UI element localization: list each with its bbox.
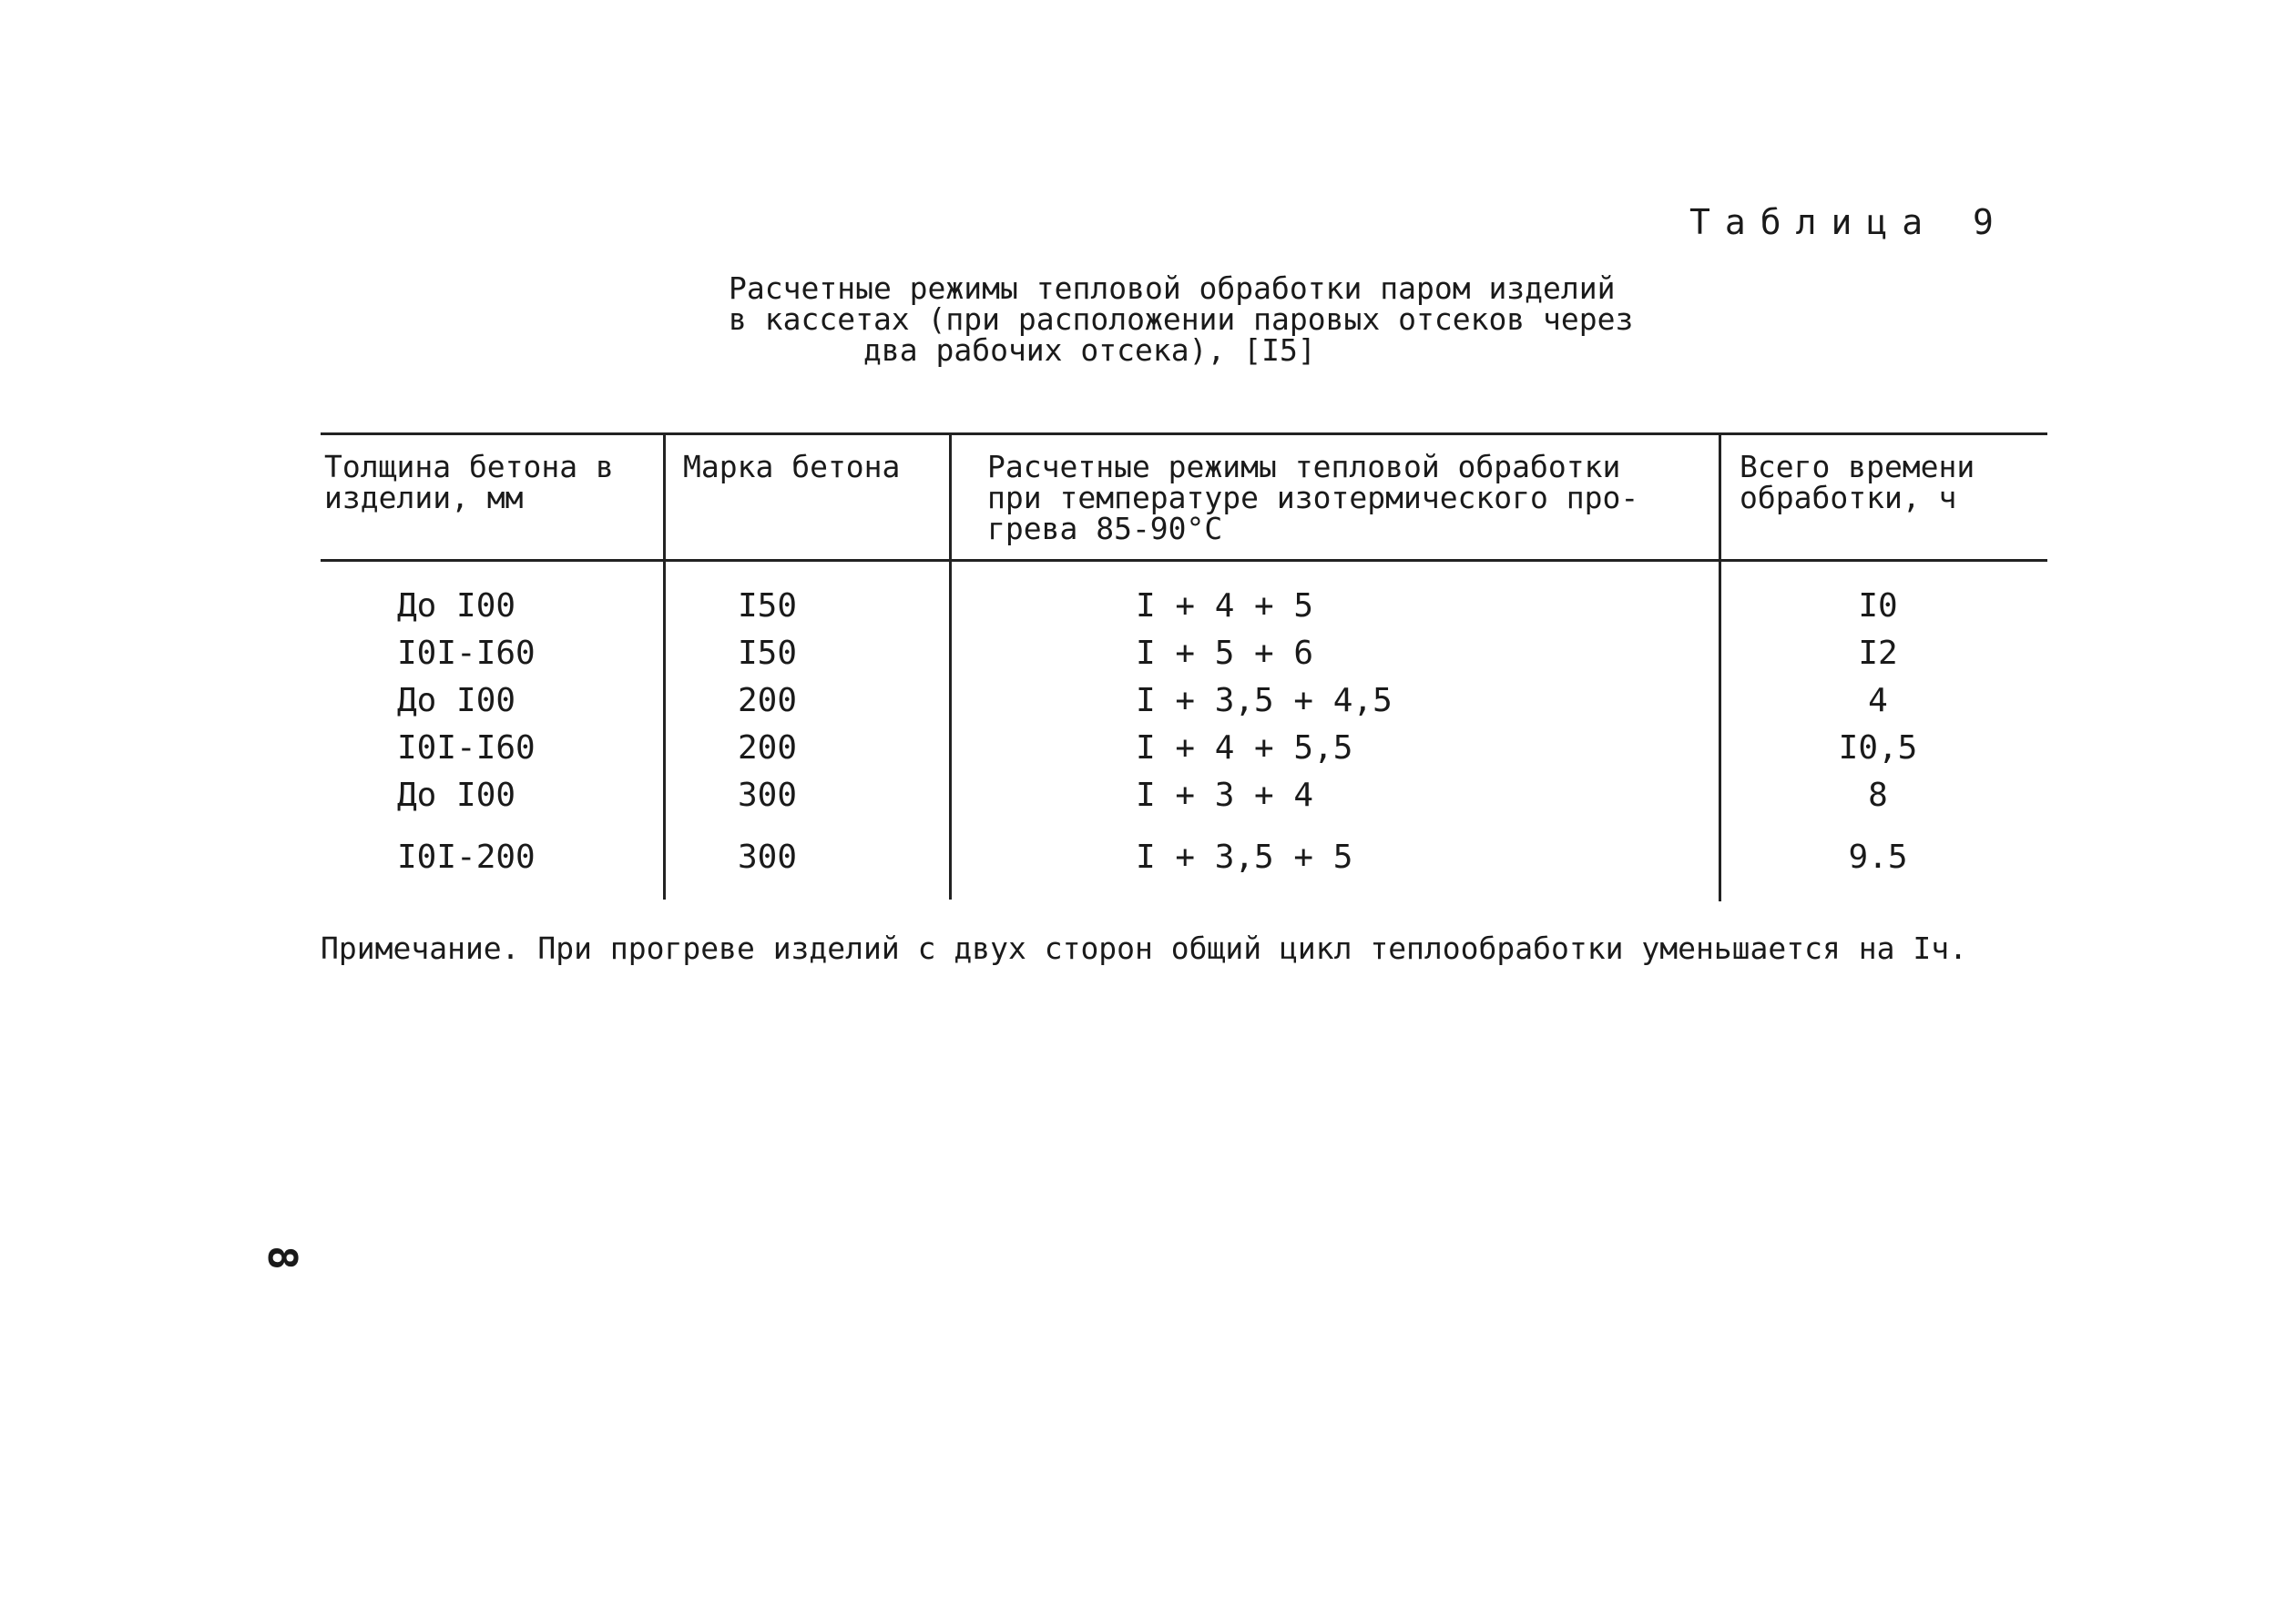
caption-line: два рабочих отсека), [I5] [863,332,1316,368]
cell-total-time: I0,5 [1838,729,1918,767]
cell-grade: 300 [738,839,798,876]
cell-grade: 200 [738,729,798,767]
table-row [321,677,2047,725]
table-row [321,772,2047,819]
header-total-time: Всего времени обработки, ч [1740,449,1975,515]
heat-treatment-table [321,432,2047,900]
caption-line: в кассетах (при расположении паровых отсеков через [729,301,1634,337]
header-thickness: Толщина бетона в изделии, мм [324,449,614,515]
cell-total-time: I2 [1858,635,1898,672]
cell-grade: 300 [738,777,798,814]
cell-mode: I + 3,5 + 4,5 [1136,682,1393,719]
cell-grade: I50 [738,587,798,625]
cell-mode: I + 3 + 4 [1136,777,1314,814]
cell-thickness: I0I-I60 [397,635,536,672]
table-note: Примечание. При прогреве изделий с двух сторон общий цикл теплообработки уменьшается на Iч. [321,931,1967,966]
cell-grade: I50 [738,635,798,672]
caption-line: Расчетные режимы тепловой обработки паром изделий [729,270,1616,306]
cell-mode: I + 3,5 + 5 [1136,839,1353,876]
cell-total-time: 4 [1868,682,1888,719]
cell-mode: I + 5 + 6 [1136,635,1314,672]
cell-mode: I + 4 + 5,5 [1136,729,1353,767]
cell-thickness: До I00 [397,777,516,814]
header-treatment-mode: Расчетные режимы тепловой обработки при температуре изотермического про- грева 85-90°С [987,449,1639,546]
cell-thickness: I0I-200 [397,839,536,876]
cell-thickness: I0I-I60 [397,729,536,767]
cell-thickness: До I00 [397,587,516,625]
cell-thickness: До I00 [397,682,516,719]
table-row [321,725,2047,772]
table-row [321,630,2047,677]
cell-grade: 200 [738,682,798,719]
table-caption [729,270,1730,368]
cell-total-time: 9.5 [1848,839,1908,876]
page-number: 8 [258,1246,305,1270]
header-divider [321,559,2047,562]
header-concrete-grade: Марка бетона [683,449,901,484]
cell-mode: I + 4 + 5 [1136,587,1314,625]
cell-total-time: I0 [1858,587,1898,625]
cell-total-time: 8 [1868,777,1888,814]
table-row [321,583,2047,630]
table-row [321,834,2047,881]
table-number-label: Таблица 9 [1689,202,2008,242]
